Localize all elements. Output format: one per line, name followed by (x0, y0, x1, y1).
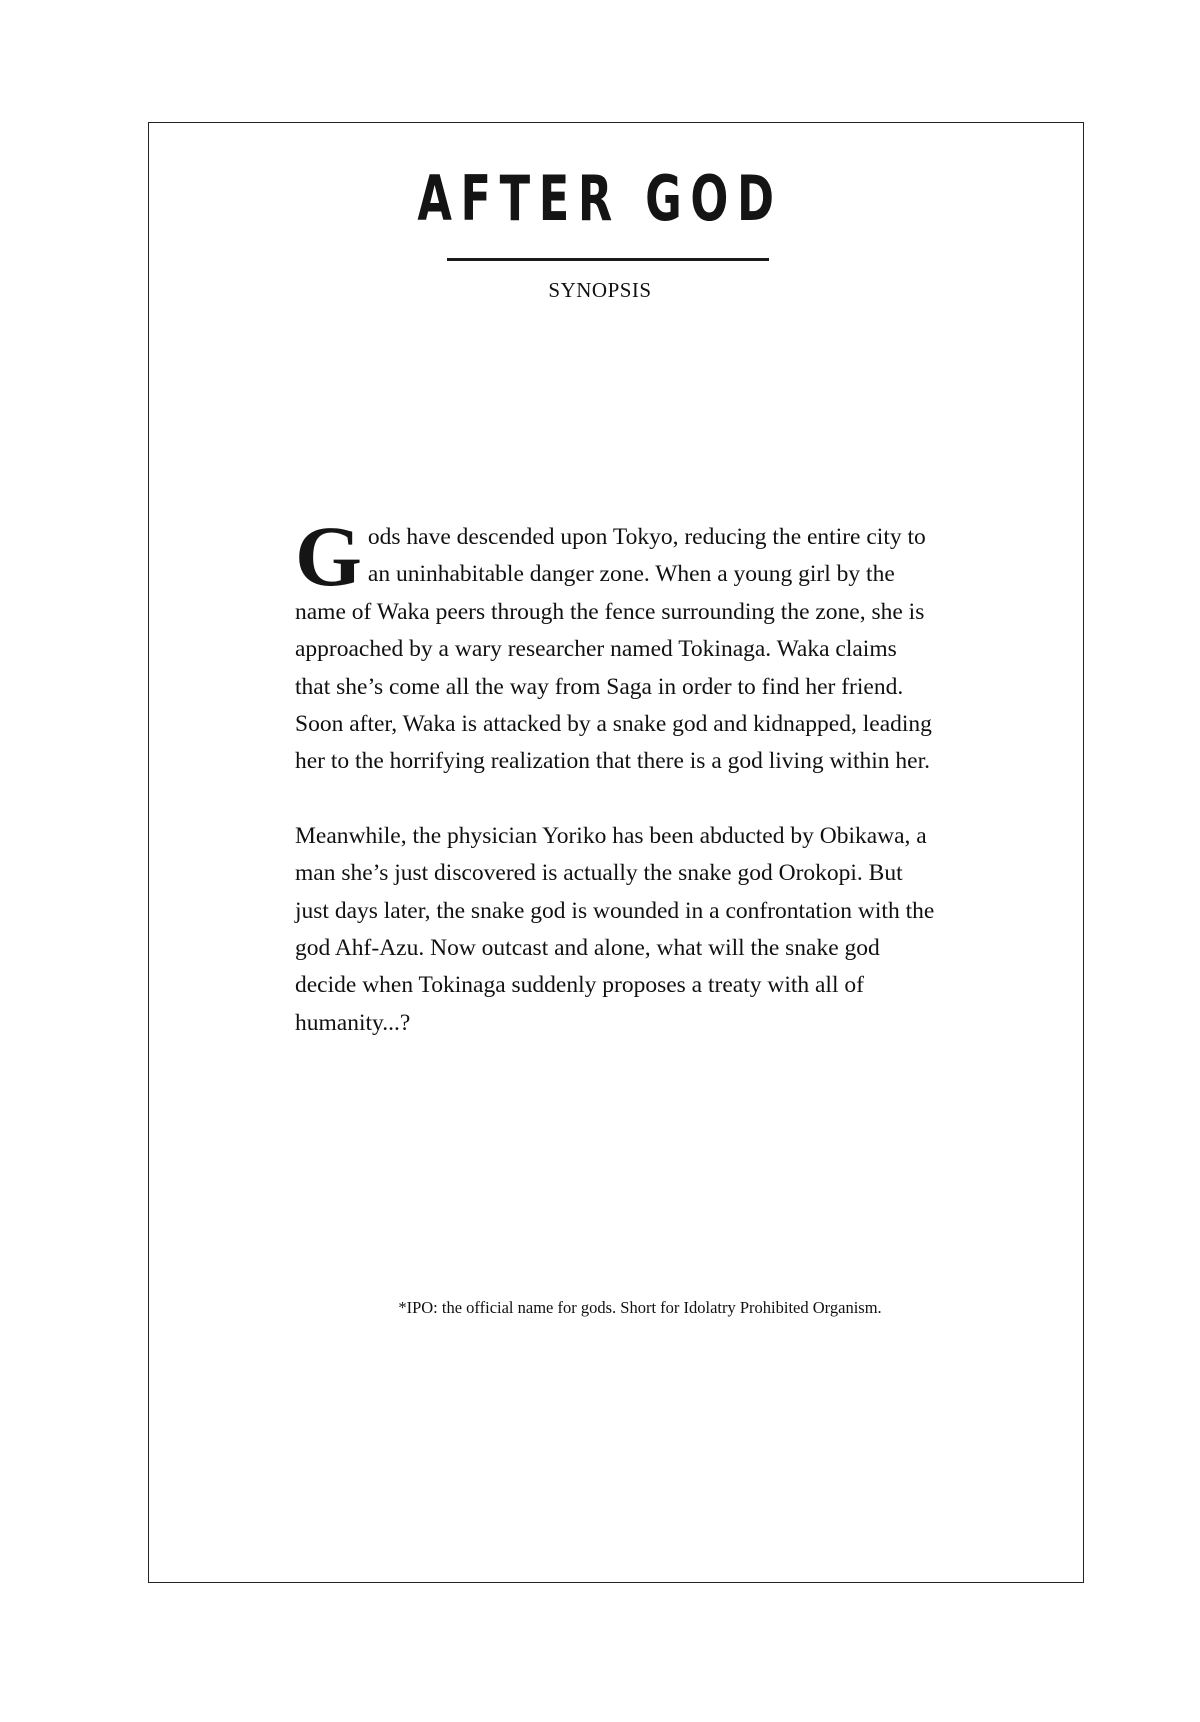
paragraph-1-text: ods have descended upon Tokyo, reducing the entire city to an uninhabitable danger zone. When a young girl by the name of Waka peers through the fence surrounding the zone, she is approached by a wary researcher named Tokinaga. Waka claims that she’s come all the way from Saga in order to find her friend. Soon after, Waka is attacked by a snake god and kidnapped, leading her to the horrifying realization that there is a god living within her. (295, 524, 932, 775)
synopsis-body (295, 508, 935, 1042)
title-divider (447, 258, 769, 261)
page-subtitle: SYNOPSIS (548, 278, 652, 302)
footnote: *IPO: the official name for gods. Short for Idolatry Prohibited Organism. (398, 1298, 882, 1317)
drop-cap: G (295, 508, 362, 604)
synopsis-paragraph-1 (295, 508, 935, 781)
paragraph-2-text: Meanwhile, the physician Yoriko has been abducted by Obikawa, a man she’s just discovered is actually the snake god Orokopi. But just days later, the snake god is wounded in a confrontation with the god Ahf-Azu. Now outcast and alone, what will the snake god decide when Tokinaga suddenly proposes a treaty with all of humanity...? (295, 822, 935, 1036)
page-title: AFTER GOD (417, 162, 783, 235)
synopsis-paragraph-2 (295, 818, 935, 1042)
